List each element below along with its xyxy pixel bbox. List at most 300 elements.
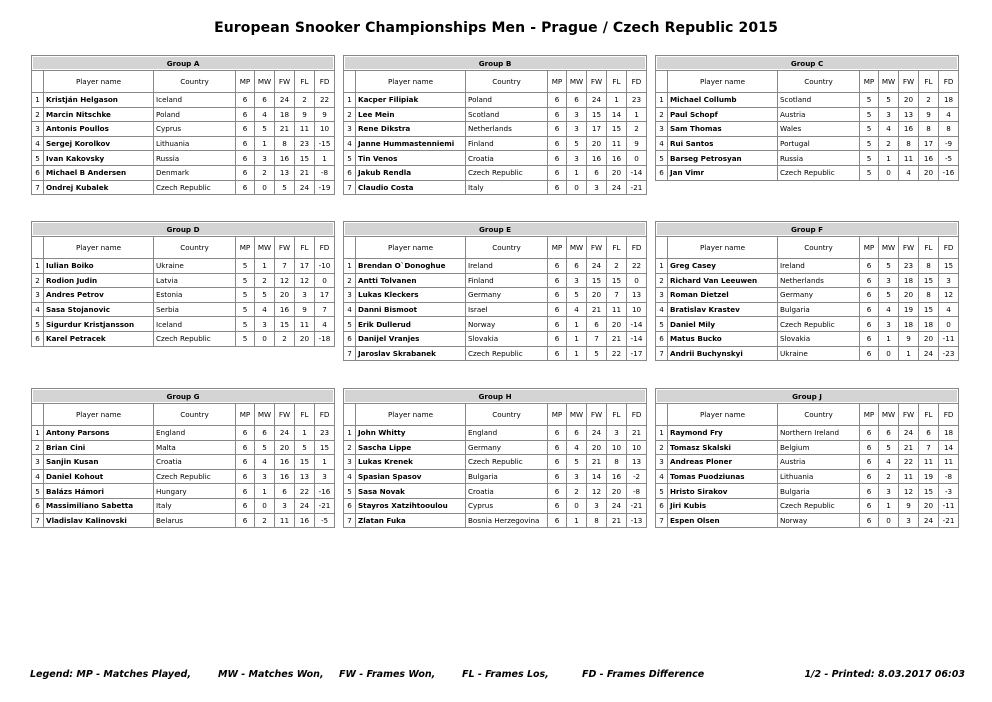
player-name-cell: Danni Bismoot	[356, 302, 466, 317]
table-row	[32, 136, 335, 151]
header-blank	[344, 404, 356, 426]
fd-cell: 0	[627, 151, 647, 166]
mp-cell: 5	[860, 93, 879, 108]
country-cell: Slovakia	[466, 331, 548, 346]
column-header-fw: FW	[587, 404, 607, 426]
fl-cell: 19	[919, 469, 939, 484]
fw-cell: 13	[899, 107, 919, 122]
mp-cell: 6	[548, 259, 567, 274]
column-header-country: Country	[466, 237, 548, 259]
player-name-cell: Hristo Sirakov	[668, 484, 778, 499]
fw-cell: 20	[275, 440, 295, 455]
player-name-cell: John Whitty	[356, 426, 466, 441]
fl-cell: 20	[607, 317, 627, 332]
fw-cell: 18	[899, 273, 919, 288]
mw-cell: 5	[567, 136, 587, 151]
fl-cell: 10	[607, 440, 627, 455]
fd-cell: 17	[315, 288, 335, 303]
mw-cell: 4	[255, 455, 275, 470]
player-name-cell: Paul Schopf	[668, 107, 778, 122]
fw-cell: 12	[275, 273, 295, 288]
fw-cell: 9	[899, 498, 919, 513]
column-header-fl: FL	[607, 404, 627, 426]
fd-cell: 22	[627, 259, 647, 274]
mp-cell: 6	[548, 273, 567, 288]
column-header-fw: FW	[587, 237, 607, 259]
position-cell: 6	[344, 331, 356, 346]
table-row	[656, 317, 959, 332]
position-cell: 2	[344, 107, 356, 122]
mw-cell: 6	[879, 426, 899, 441]
table-row	[32, 513, 335, 528]
fd-cell: -8	[315, 165, 335, 180]
fd-cell: 22	[315, 93, 335, 108]
header-blank	[32, 71, 44, 93]
position-cell: 4	[656, 302, 668, 317]
player-name-cell: Daniel Mily	[668, 317, 778, 332]
mw-cell: 0	[255, 331, 275, 346]
country-cell: Belgium	[778, 440, 860, 455]
mw-cell: 3	[255, 469, 275, 484]
table-row	[656, 288, 959, 303]
country-cell: Russia	[778, 151, 860, 166]
mw-cell: 4	[255, 107, 275, 122]
fw-cell: 24	[587, 259, 607, 274]
player-name-cell: Sascha Lippe	[356, 440, 466, 455]
player-name-cell: Balázs Hámori	[44, 484, 154, 499]
mp-cell: 5	[236, 259, 255, 274]
column-header-mp: MP	[548, 237, 567, 259]
mw-cell: 6	[567, 259, 587, 274]
mw-cell: 4	[567, 440, 587, 455]
mw-cell: 1	[567, 317, 587, 332]
fl-cell: 5	[295, 440, 315, 455]
player-name-cell: Marcin Nitschke	[44, 107, 154, 122]
country-cell: Lithuania	[778, 469, 860, 484]
country-cell: Czech Republic	[466, 455, 548, 470]
country-cell: Czech Republic	[154, 469, 236, 484]
mw-cell: 3	[879, 484, 899, 499]
mp-cell: 6	[860, 302, 879, 317]
position-cell: 5	[656, 484, 668, 499]
mp-cell: 6	[548, 288, 567, 303]
table-row	[32, 317, 335, 332]
fd-cell: 1	[627, 107, 647, 122]
position-cell: 6	[344, 165, 356, 180]
country-cell: Czech Republic	[154, 331, 236, 346]
column-header-fd: FD	[939, 237, 959, 259]
mp-cell: 6	[548, 317, 567, 332]
table-row	[344, 331, 647, 346]
player-name-cell: Michael B Andersen	[44, 165, 154, 180]
position-cell: 2	[656, 440, 668, 455]
position-cell: 3	[344, 122, 356, 137]
fw-cell: 6	[275, 484, 295, 499]
table-row	[32, 455, 335, 470]
fd-cell: -15	[315, 136, 335, 151]
mp-cell: 6	[548, 122, 567, 137]
table-row	[344, 513, 647, 528]
fd-cell: -5	[939, 151, 959, 166]
column-header-player: Player name	[44, 237, 154, 259]
mw-cell: 5	[879, 259, 899, 274]
country-cell: Czech Republic	[466, 346, 548, 361]
player-name-cell: Massimiliano Sabetta	[44, 498, 154, 513]
position-cell: 3	[32, 122, 44, 137]
column-header-fl: FL	[295, 237, 315, 259]
country-cell: Belarus	[154, 513, 236, 528]
table-row	[344, 259, 647, 274]
group-name: Group B	[344, 56, 647, 71]
player-name-cell: Tomasz Skalski	[668, 440, 778, 455]
country-cell: Iceland	[154, 93, 236, 108]
player-name-cell: Antti Tolvanen	[356, 273, 466, 288]
table-row	[344, 136, 647, 151]
fw-cell: 21	[899, 440, 919, 455]
table-row	[656, 498, 959, 513]
position-cell: 4	[344, 136, 356, 151]
table-row	[32, 151, 335, 166]
table-row	[344, 180, 647, 195]
table-row	[656, 93, 959, 108]
mp-cell: 5	[860, 165, 879, 180]
fd-cell: -21	[315, 498, 335, 513]
mp-cell: 6	[548, 331, 567, 346]
position-cell: 5	[32, 484, 44, 499]
fd-cell: 21	[627, 426, 647, 441]
country-cell: Netherlands	[778, 273, 860, 288]
player-name-cell: Rodion Judin	[44, 273, 154, 288]
country-cell: Cyprus	[466, 498, 548, 513]
country-cell: Czech Republic	[778, 317, 860, 332]
fd-cell: -17	[627, 346, 647, 361]
fl-cell: 24	[919, 513, 939, 528]
fw-cell: 8	[587, 513, 607, 528]
table-row	[656, 469, 959, 484]
mw-cell: 2	[255, 165, 275, 180]
fd-cell: 14	[939, 440, 959, 455]
group-table	[655, 55, 958, 181]
mp-cell: 6	[548, 136, 567, 151]
mw-cell: 1	[879, 331, 899, 346]
fl-cell: 21	[607, 331, 627, 346]
mp-cell: 6	[860, 498, 879, 513]
table-row	[656, 302, 959, 317]
table-row	[656, 122, 959, 137]
fw-cell: 9	[899, 331, 919, 346]
position-cell: 4	[344, 469, 356, 484]
mp-cell: 6	[236, 484, 255, 499]
mw-cell: 3	[567, 151, 587, 166]
fl-cell: 18	[919, 317, 939, 332]
column-header-mp: MP	[548, 404, 567, 426]
header-blank	[656, 237, 668, 259]
mw-cell: 0	[567, 498, 587, 513]
column-header-mw: MW	[567, 237, 587, 259]
position-cell: 6	[656, 165, 668, 180]
mw-cell: 3	[255, 151, 275, 166]
mp-cell: 6	[236, 180, 255, 195]
group-table	[655, 221, 958, 361]
fl-cell: 14	[607, 107, 627, 122]
fd-cell: -11	[939, 331, 959, 346]
position-cell: 2	[344, 273, 356, 288]
table-row	[344, 498, 647, 513]
group-table	[343, 221, 646, 361]
fd-cell: 18	[939, 426, 959, 441]
player-name-cell: Spasian Spasov	[356, 469, 466, 484]
fd-cell: 15	[315, 440, 335, 455]
fl-cell: 23	[295, 136, 315, 151]
fd-cell: -14	[627, 165, 647, 180]
position-cell: 2	[32, 107, 44, 122]
mw-cell: 1	[567, 331, 587, 346]
fd-cell: 1	[315, 455, 335, 470]
position-cell: 5	[32, 317, 44, 332]
fl-cell: 9	[919, 107, 939, 122]
mp-cell: 6	[860, 426, 879, 441]
header-blank	[656, 404, 668, 426]
position-cell: 5	[344, 317, 356, 332]
fd-cell: -10	[315, 259, 335, 274]
country-cell: Ukraine	[154, 259, 236, 274]
column-header-country: Country	[466, 71, 548, 93]
table-row	[32, 180, 335, 195]
position-cell: 4	[344, 302, 356, 317]
fd-cell: 0	[315, 273, 335, 288]
position-cell: 5	[656, 151, 668, 166]
fl-cell: 2	[295, 93, 315, 108]
column-header-player: Player name	[356, 404, 466, 426]
fd-cell: -18	[315, 331, 335, 346]
country-cell: Serbia	[154, 302, 236, 317]
table-row	[32, 426, 335, 441]
mw-cell: 4	[879, 455, 899, 470]
column-header-mw: MW	[255, 237, 275, 259]
country-cell: Germany	[778, 288, 860, 303]
fl-cell: 16	[919, 151, 939, 166]
player-name-cell: Andreas Ploner	[668, 455, 778, 470]
fw-cell: 11	[899, 469, 919, 484]
fl-cell: 24	[607, 498, 627, 513]
mw-cell: 4	[879, 302, 899, 317]
mw-cell: 2	[255, 513, 275, 528]
fw-cell: 11	[899, 151, 919, 166]
fd-cell: -8	[627, 484, 647, 499]
fd-cell: 9	[627, 136, 647, 151]
fw-cell: 20	[899, 93, 919, 108]
column-header-mp: MP	[548, 71, 567, 93]
column-header-mw: MW	[879, 237, 899, 259]
player-name-cell: Matus Bucko	[668, 331, 778, 346]
mp-cell: 6	[548, 469, 567, 484]
column-header-fd: FD	[627, 71, 647, 93]
mp-cell: 6	[236, 440, 255, 455]
player-name-cell: Sasa Stojanovic	[44, 302, 154, 317]
mw-cell: 0	[879, 513, 899, 528]
column-header-fd: FD	[315, 404, 335, 426]
player-name-cell: Tomas Puodziunas	[668, 469, 778, 484]
player-name-cell: Jakub Rendla	[356, 165, 466, 180]
mw-cell: 5	[255, 122, 275, 137]
fw-cell: 23	[899, 259, 919, 274]
legend-mp: Legend: MP - Matches Played,	[30, 669, 191, 680]
table-row	[32, 165, 335, 180]
table-row	[32, 440, 335, 455]
player-name-cell: Sanjin Kusan	[44, 455, 154, 470]
position-cell: 3	[656, 288, 668, 303]
country-cell: Scotland	[778, 93, 860, 108]
mp-cell: 6	[236, 165, 255, 180]
country-cell: Poland	[154, 107, 236, 122]
country-cell: Wales	[778, 122, 860, 137]
country-cell: Germany	[466, 440, 548, 455]
header-blank	[344, 71, 356, 93]
table-row	[344, 426, 647, 441]
table-row	[656, 331, 959, 346]
player-name-cell: Antonis Poullos	[44, 122, 154, 137]
country-cell: Croatia	[466, 484, 548, 499]
position-cell: 1	[32, 426, 44, 441]
table-row	[656, 259, 959, 274]
mp-cell: 6	[548, 426, 567, 441]
country-cell: Ukraine	[778, 346, 860, 361]
fl-cell: 15	[919, 302, 939, 317]
fl-cell: 12	[295, 273, 315, 288]
position-cell: 5	[344, 484, 356, 499]
country-cell: Czech Republic	[154, 180, 236, 195]
position-cell: 1	[656, 426, 668, 441]
column-header-fl: FL	[919, 404, 939, 426]
position-cell: 4	[32, 136, 44, 151]
mp-cell: 6	[548, 151, 567, 166]
player-name-cell: Kacper Filipiak	[356, 93, 466, 108]
country-cell: Netherlands	[466, 122, 548, 137]
fd-cell: -14	[627, 331, 647, 346]
fw-cell: 13	[275, 165, 295, 180]
mw-cell: 5	[255, 440, 275, 455]
mp-cell: 6	[548, 165, 567, 180]
column-header-fw: FW	[899, 404, 919, 426]
table-row	[32, 273, 335, 288]
group-name: Group A	[32, 56, 335, 71]
mw-cell: 3	[567, 107, 587, 122]
player-name-cell: Zlatan Fuka	[356, 513, 466, 528]
player-name-cell: Greg Casey	[668, 259, 778, 274]
column-header-fl: FL	[295, 71, 315, 93]
fw-cell: 2	[275, 331, 295, 346]
table-row	[656, 165, 959, 180]
fl-cell: 11	[295, 317, 315, 332]
mp-cell: 6	[236, 426, 255, 441]
fd-cell: 4	[939, 302, 959, 317]
mw-cell: 5	[879, 93, 899, 108]
player-name-cell: Andrii Buchynskyi	[668, 346, 778, 361]
fd-cell: 10	[627, 302, 647, 317]
country-cell: Latvia	[154, 273, 236, 288]
fw-cell: 7	[275, 259, 295, 274]
mp-cell: 6	[236, 498, 255, 513]
mp-cell: 6	[548, 484, 567, 499]
player-name-cell: Michael Collumb	[668, 93, 778, 108]
table-row	[656, 273, 959, 288]
country-cell: Finland	[466, 273, 548, 288]
column-header-mw: MW	[879, 71, 899, 93]
mw-cell: 1	[567, 165, 587, 180]
country-cell: Ireland	[778, 259, 860, 274]
mp-cell: 5	[236, 302, 255, 317]
column-header-country: Country	[778, 71, 860, 93]
position-cell: 1	[344, 93, 356, 108]
fl-cell: 24	[919, 346, 939, 361]
table-row	[32, 484, 335, 499]
column-header-mp: MP	[236, 404, 255, 426]
country-cell: Czech Republic	[466, 165, 548, 180]
fd-cell: 10	[315, 122, 335, 137]
fd-cell: 12	[939, 288, 959, 303]
fl-cell: 20	[919, 498, 939, 513]
group-table	[31, 388, 334, 528]
legend-fl: FL - Frames Los,	[462, 669, 549, 680]
player-name-cell: Rui Santos	[668, 136, 778, 151]
fw-cell: 14	[587, 469, 607, 484]
table-row	[344, 122, 647, 137]
fd-cell: 7	[315, 302, 335, 317]
mp-cell: 5	[860, 122, 879, 137]
position-cell: 6	[32, 331, 44, 346]
position-cell: 7	[32, 180, 44, 195]
column-header-mp: MP	[236, 71, 255, 93]
fd-cell: -19	[315, 180, 335, 195]
position-cell: 3	[344, 288, 356, 303]
column-header-mw: MW	[255, 404, 275, 426]
fd-cell: -21	[939, 513, 959, 528]
column-header-fw: FW	[899, 237, 919, 259]
table-row	[32, 288, 335, 303]
position-cell: 1	[32, 259, 44, 274]
column-header-country: Country	[778, 237, 860, 259]
fw-cell: 16	[275, 455, 295, 470]
position-cell: 2	[32, 440, 44, 455]
mp-cell: 6	[860, 259, 879, 274]
table-row	[344, 455, 647, 470]
column-header-fw: FW	[275, 404, 295, 426]
player-name-cell: Brian Cini	[44, 440, 154, 455]
player-name-cell: Richard Van Leeuwen	[668, 273, 778, 288]
table-row	[344, 346, 647, 361]
position-cell: 5	[656, 317, 668, 332]
fw-cell: 3	[275, 498, 295, 513]
position-cell: 6	[656, 331, 668, 346]
player-name-cell: Bratislav Krastev	[668, 302, 778, 317]
fw-cell: 16	[275, 151, 295, 166]
position-cell: 7	[32, 513, 44, 528]
fl-cell: 20	[295, 331, 315, 346]
fl-cell: 1	[295, 426, 315, 441]
mw-cell: 1	[255, 136, 275, 151]
fl-cell: 11	[607, 302, 627, 317]
fw-cell: 24	[275, 93, 295, 108]
fw-cell: 15	[587, 107, 607, 122]
mp-cell: 5	[860, 136, 879, 151]
mp-cell: 5	[860, 151, 879, 166]
mw-cell: 5	[879, 440, 899, 455]
mp-cell: 5	[236, 288, 255, 303]
mw-cell: 3	[879, 273, 899, 288]
player-name-cell: Erik Dullerud	[356, 317, 466, 332]
mp-cell: 6	[860, 469, 879, 484]
column-header-fl: FL	[295, 404, 315, 426]
